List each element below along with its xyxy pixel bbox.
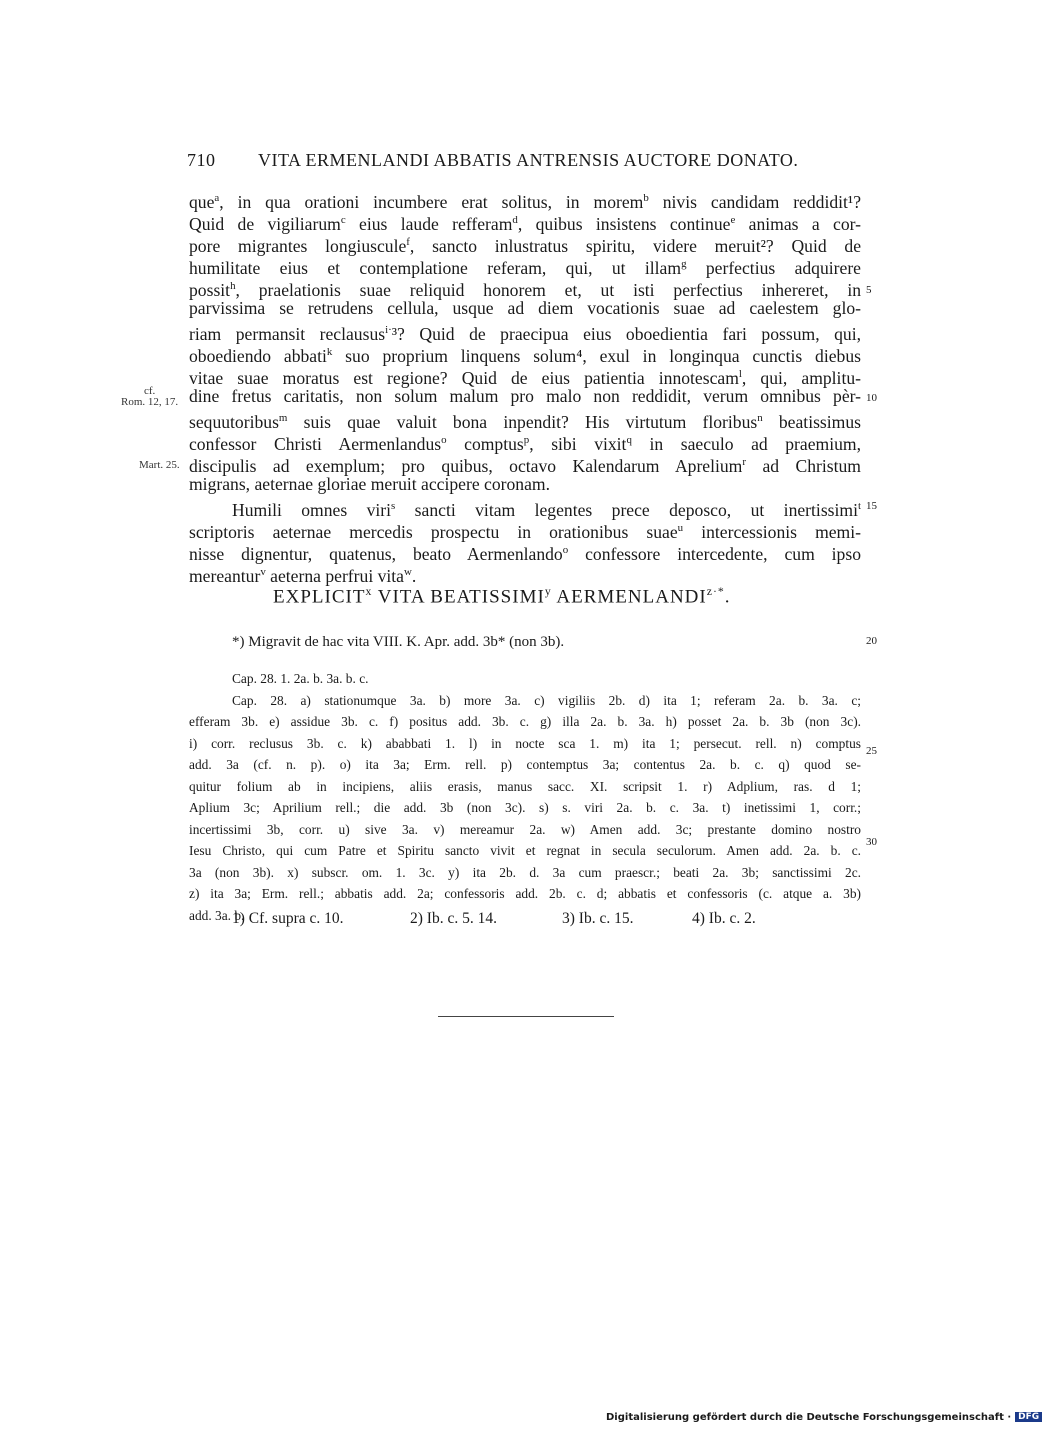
margin-mart-reference: Mart. 25. <box>139 459 180 471</box>
body-line: Quid de vigiliarum$^c$ eius laude refferam$^d$, quibus insistens continue$^e$ animas a cor- <box>189 213 861 234</box>
digitization-credit <box>606 1412 1042 1423</box>
body-line: humilitate eius et contemplatione referam, qui, ut illam$^g$ perfectius adquirere <box>189 257 861 278</box>
body-line: dine fretus caritatis, non solum malum pro malo non reddidit, verum omnibus pèr- <box>189 386 861 406</box>
body-line: nisse dignentur, quatenus, beato Aermenlando$^o$ confessore intercedente, cum ipso <box>189 543 861 564</box>
body-line: oboediendo abbati$^k$ suo proprium linquens solum⁴, exul in longinqua cunctis diebus <box>189 345 861 366</box>
running-title: VITA ERMENLANDI ABBATIS ANTRENSIS AUCTORE DONATO. <box>258 150 799 170</box>
apparatus-line: i) corr. reclusus 3b. c. k) ababbati 1. l) in nocte sca 1. m) ita 1; persecut. rell. n) comptus <box>189 736 861 751</box>
body-line: Humili omnes viri$^s$ sancti vitam legentes prece deposco, ut inertissimi$^t$ <box>232 499 862 520</box>
line-number: 10 <box>866 392 877 404</box>
body-line: possit$^h$, praelationis suae reliquid honorem et, ut isti perfectius inhereret, in <box>189 279 861 300</box>
apparatus-line: 3a (non 3b). x) subscr. om. 1. 3c. y) ita 2b. d. 3a cum praescr.; beati 2a. 3b; sanctissimi 2c. <box>189 865 861 880</box>
asterisk-note: *) Migravit de hac vita VIII. K. Apr. add. 3b* (non 3b). <box>232 634 565 650</box>
body-line: pore migrantes longiuscule$^f$, sancto inlustratus spiritu, videre meruit²? Quid de <box>189 235 861 256</box>
section-rule <box>438 1016 614 1017</box>
margin-cf: cf. <box>144 385 156 397</box>
margin-rom-reference: Rom. 12, 17. <box>121 396 179 408</box>
apparatus-line: add. 3a (cf. n. p). o) ita 3a; Erm. rell. p) contemptus 3a; contentus 2a. b. c. q) quod se- <box>189 757 861 772</box>
page-number: 710 <box>187 150 216 170</box>
line-number: 20 <box>866 635 877 647</box>
apparatus-line: Aplium 3c; Aprilium rell.; die add. 3b (non 3c). s) s. viri 2a. b. c. 3a. t) inetissimi 1, corr.; <box>189 800 861 815</box>
apparatus-line: Cap. 28. a) stationumque 3a. b) more 3a. c) vigiliis 2b. d) ita 1; referam 2a. b. 3a. c; <box>232 693 861 708</box>
line-number: 15 <box>866 500 877 512</box>
body-line: que$^a$, in qua orationi incumbere erat solitus, in morem$^b$ nivis candidam reddidit¹? <box>189 191 862 212</box>
body-line: parvissima se retrudens cellula, usque ad diem vocationis suae ad caelestem glo- <box>189 298 861 318</box>
apparatus-line: z) ita 3a; Erm. rell.; abbatis add. 2a; confessoris add. 2b. c. d; abbatis et confessoris (c. atque a. 3b) <box>189 886 861 901</box>
footnote-4: 4) Ib. c. 2. <box>692 910 756 927</box>
body-line: discipulis ad exemplum; pro quibus, octavo Kalendarum Aprelium$^r$ ad Christum <box>189 455 861 476</box>
dfg-logo: DFG <box>1015 1412 1042 1422</box>
credit-text: Digitalisierung gefördert durch die Deutsche Forschungsgemeinschaft · <box>606 1412 1012 1423</box>
apparatus-line: Iesu Christo, qui cum Patre et Spiritu sancto vivit et regnat in secula seculorum. Amen add. 2a. b. c. <box>189 843 861 858</box>
line-number: 5 <box>866 284 872 296</box>
apparatus-line: quitur folium ab in incipiens, aliis erasis, manus sacc. XI. scripsit 1. r) Adplium, ras. d 1; <box>189 779 861 794</box>
body-line: mereantur$^v$ aeterna perfrui vita$^w$. <box>189 565 417 586</box>
body-line: scriptoris aeternae mercedis prospectu in orationibus suae$^u$ intercessionis memi- <box>189 521 861 542</box>
apparatus-line: add. 3a. b. <box>189 908 245 923</box>
explicit-heading: EXPLICIT$^x$ VITA BEATISSIMI$^y$ $AERMENLANDI^{z\cdot*}$. <box>273 585 731 608</box>
body-line: migrans, aeternae gloriae meruit accipere coronam. <box>189 474 550 494</box>
line-number: 30 <box>866 836 877 848</box>
body-line: riam permansit reclausus$^{i\cdot}$³? Quid de praecipua eius oboedientia fari possum, qui, <box>189 323 861 344</box>
body-line: sequutoribus$^m$ suis quae valuit bona inpendit? His virtutum floribus$^n$ beatissimus <box>189 411 861 432</box>
apparatus-line: efferam 3b. e) assidue 3b. c. f) positus add. 3b. c. g) illa 2a. b. 3a. h) posset 2a. b. 3b (non 3c). <box>189 714 861 729</box>
footnote-1: 1) Cf. supra c. 10. <box>232 910 344 927</box>
body-line: confessor Christi Aermenlandus$^o$ comptus$^p$, sibi vixit$^q$ in saeculo ad praemium, <box>189 433 861 454</box>
footnote-2: 2) Ib. c. 5. 14. <box>410 910 497 927</box>
line-number: 25 <box>866 745 877 757</box>
apparatus-line: incertissimi 3b, corr. u) sive 3a. v) mereamur 2a. w) Amen add. 3c; prestante domino nostro <box>189 822 861 837</box>
footnote-3: 3) Ib. c. 15. <box>562 910 634 927</box>
apparatus-line: Cap. 28. 1. 2a. b. 3a. b. c. <box>232 671 369 686</box>
body-line: vitae suae moratus est regione? Quid de eius patientia innotescam$^l$, qui, amplitu- <box>189 367 861 388</box>
